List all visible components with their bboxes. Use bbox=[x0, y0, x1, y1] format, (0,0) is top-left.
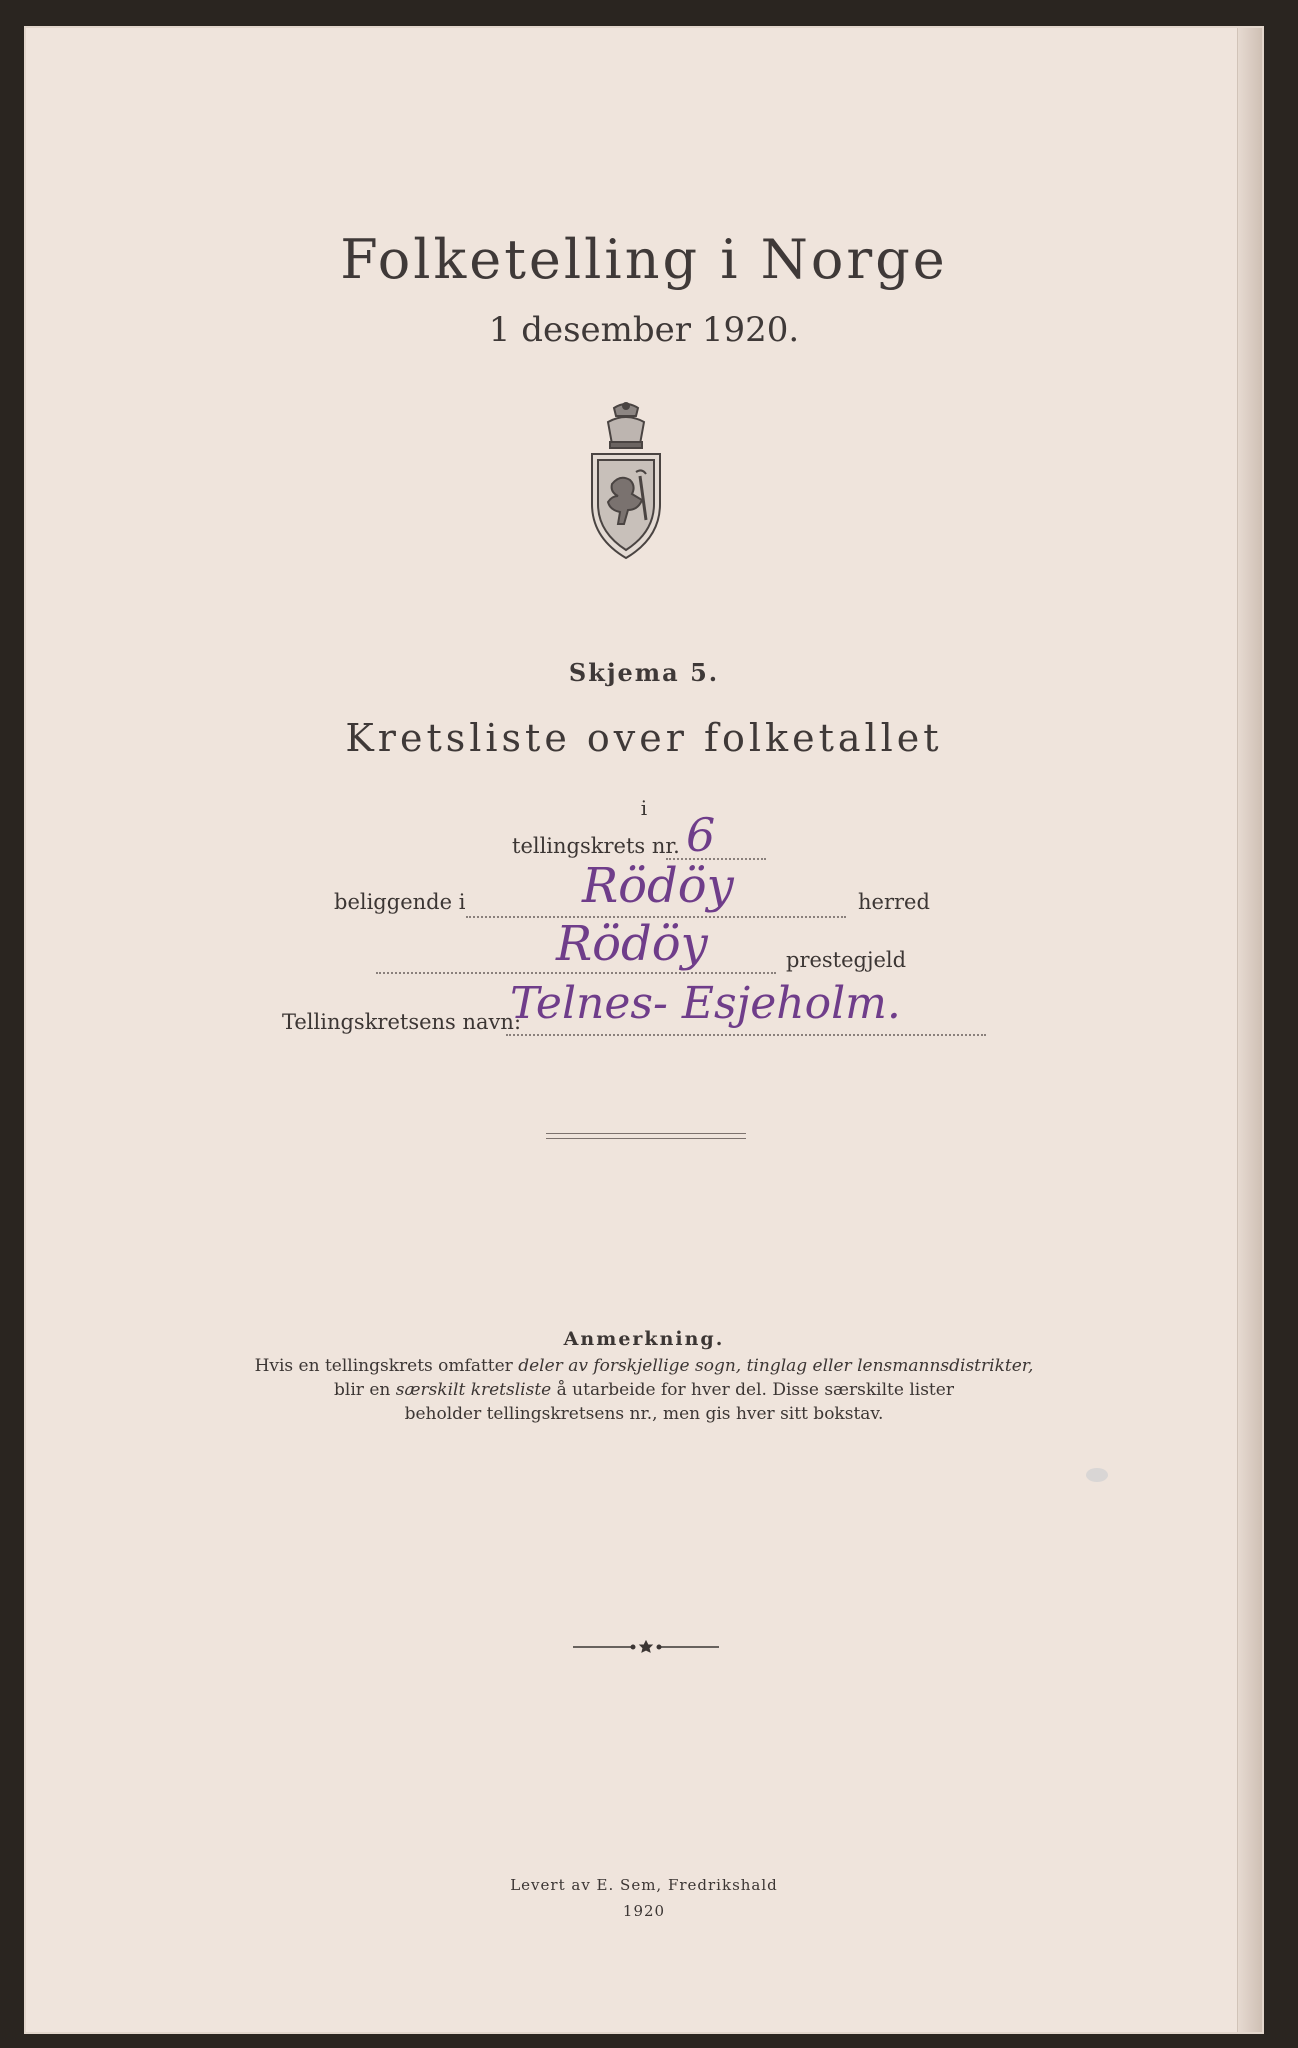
form-heading: Kretsliste over folketallet bbox=[345, 716, 943, 760]
district-name-line bbox=[506, 1034, 986, 1036]
census-date: 1 desember 1920. bbox=[488, 310, 800, 350]
census-form-page bbox=[24, 26, 1264, 2034]
ornament-divider-icon bbox=[571, 1640, 721, 1654]
note-line-1-regular: Hvis en tellingskrets omfatter bbox=[254, 1356, 519, 1376]
printer-credit: Levert av E. Sem, Fredrikshald bbox=[510, 1876, 778, 1894]
prestegjeld-handwritten: Rödöy bbox=[556, 916, 708, 972]
note-line-2-italic: særskilt kretsliste bbox=[395, 1380, 552, 1400]
form-number: Skjema 5. bbox=[568, 658, 720, 687]
printer-year: 1920 bbox=[622, 1902, 666, 1920]
located-in-label: beliggende i bbox=[334, 890, 466, 914]
paper-stain bbox=[1086, 1468, 1108, 1482]
note-line-1-italic: deler av forskjellige sogn, tinglag eller lensmannsdistrikter, bbox=[518, 1356, 1034, 1376]
document-title: Folketelling i Norge bbox=[340, 228, 948, 291]
note-line-2-regular: blir en bbox=[334, 1380, 396, 1400]
note-line-1 bbox=[26, 1356, 1262, 1376]
note-line-2-rest: å utarbeide for hver del. Disse særskilte lister bbox=[551, 1380, 954, 1400]
herred-handwritten: Rödöy bbox=[582, 858, 734, 914]
krets-number-handwritten: 6 bbox=[686, 808, 716, 862]
connector-word: i bbox=[640, 796, 648, 820]
note-line-2 bbox=[26, 1380, 1262, 1400]
district-name-label: Tellingskretsens navn: bbox=[282, 1010, 522, 1034]
note-title: Anmerkning. bbox=[563, 1328, 725, 1350]
herred-label: herred bbox=[858, 890, 930, 914]
section-divider bbox=[546, 1133, 746, 1139]
prestegjeld-line bbox=[376, 972, 776, 974]
coat-of-arms-icon bbox=[586, 400, 666, 560]
district-name-handwritten: Telnes- Esjeholm. bbox=[510, 978, 901, 1029]
prestegjeld-label: prestegjeld bbox=[786, 948, 907, 972]
krets-number-label: tellingskrets nr. bbox=[512, 834, 680, 858]
note-line-3: beholder tellingskretsens nr., men gis hver sitt bokstav. bbox=[404, 1404, 884, 1424]
